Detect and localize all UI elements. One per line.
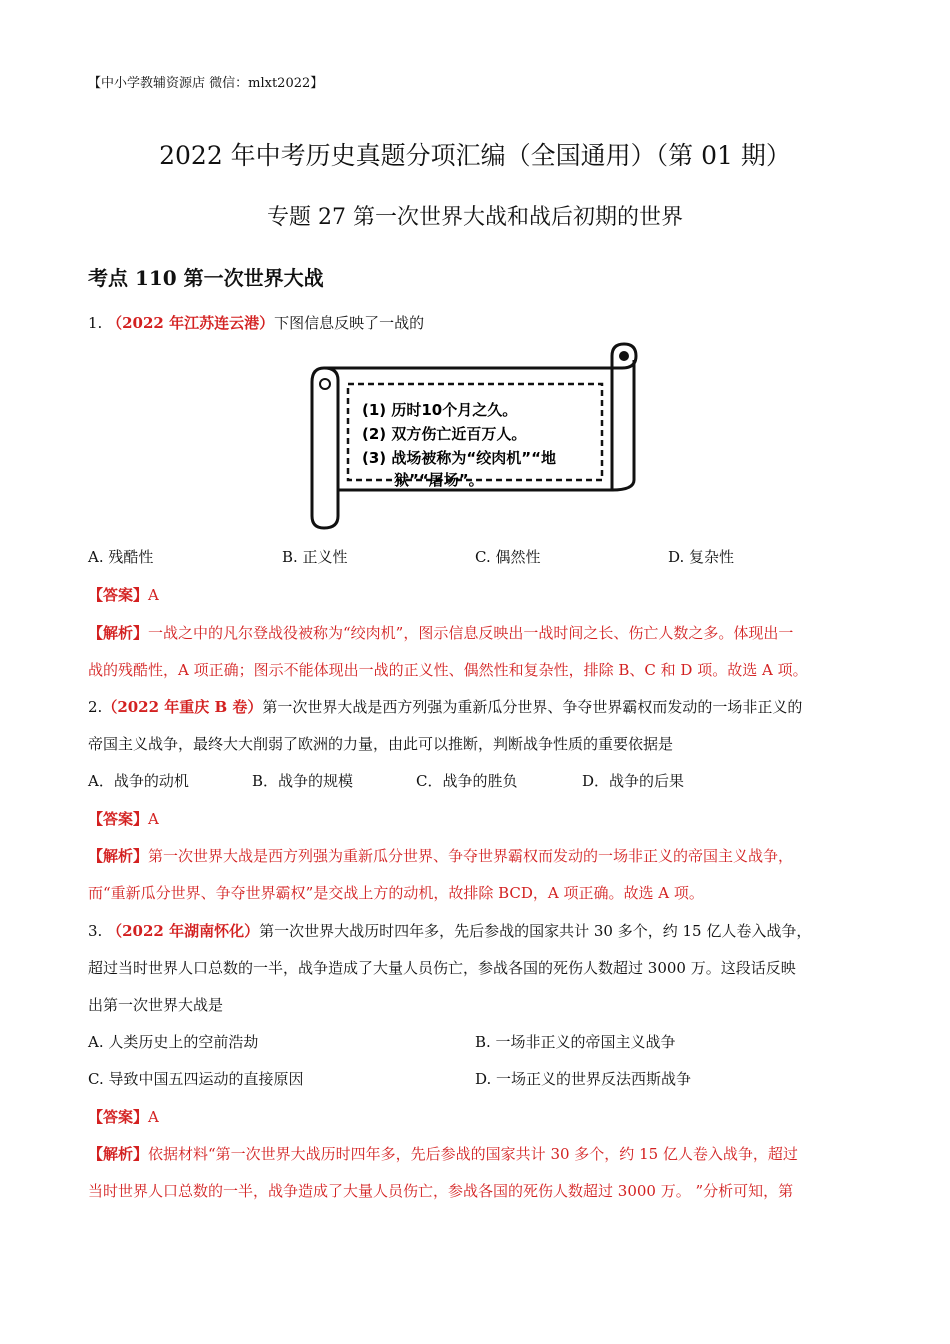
question-3-stem-line-3: 出第一次世界大战是 [88, 996, 224, 1014]
q1-option-b: B. 正义性 [282, 548, 348, 566]
analysis-label: 【解析】 [88, 624, 149, 642]
question-text: 第一次世界大战历时四年多，先后参战的国家共计 30 多个，约 15 亿人卷入战争， [259, 922, 812, 940]
q2-option-c: C．战争的胜负 [416, 772, 518, 790]
question-3-stem-line-2: 超过当时世界人口总数的一半，战争造成了大量人员伤亡，参战各国的死伤人数超过 3000 万。这段话反映 [88, 959, 796, 977]
q2-option-a: A．战争的动机 [88, 772, 189, 790]
question-3-stem-line-1 [88, 920, 811, 941]
q1-option-c: C. 偶然性 [475, 548, 541, 566]
question-text: 第一次世界大战是西方列强为重新瓜分世界、争夺世界霸权而发动的一场非正义的 [262, 698, 803, 716]
answer-value: A [148, 1108, 159, 1126]
q3-option-a: A. 人类历史上的空前浩劫 [88, 1033, 259, 1051]
question-number: 3. [88, 922, 103, 940]
q2-option-b: B．战争的规模 [252, 772, 354, 790]
answer-value: A [148, 586, 159, 604]
answer-label: 【答案】 [88, 1108, 149, 1126]
q2-analysis-line-1 [88, 845, 793, 866]
q2-analysis-line-2: 而“重新瓜分世界、争夺世界霸权”是交战上方的动机，故排除 BCD，A 项正确。故选 A 项。 [88, 884, 704, 902]
question-number: 2. [88, 698, 103, 716]
question-source: （2022 年重庆 B 卷） [102, 698, 263, 716]
q1-option-d: D. 复杂性 [668, 548, 735, 566]
answer-value: A [148, 810, 159, 828]
header-note: 【中小学教辅资源店 微信：mlxt2022】 [88, 76, 324, 91]
q3-option-c: C. 导致中国五四运动的直接原因 [88, 1070, 304, 1088]
q2-option-d: D．战争的后果 [582, 772, 685, 790]
question-number: 1. [88, 314, 103, 332]
q3-analysis-line-1 [88, 1143, 798, 1164]
q1-answer [88, 584, 159, 605]
scroll-line-4: 狱”“屠场”。 [394, 471, 484, 489]
q2-answer [88, 808, 159, 829]
answer-label: 【答案】 [88, 586, 149, 604]
analysis-text: 依据材料“第一次世界大战历时四年多，先后参战的国家共计 30 多个，约 15 亿人卷入战争，超过 [148, 1145, 798, 1163]
analysis-text: 第一次世界大战是西方列强为重新瓜分世界、争夺世界霸权而发动的一场非正义的帝国主义战争， [148, 847, 794, 865]
q3-answer [88, 1106, 159, 1127]
question-2-stem-line-2: 帝国主义战争，最终大大削弱了欧洲的力量，由此可以推断，判断战争性质的重要依据是 [88, 735, 674, 753]
section-heading: 考点 110 第一次世界大战 [88, 266, 324, 290]
q3-analysis-line-2: 当时世界人口总数的一半，战争造成了大量人员伤亡，参战各国的死伤人数超过 3000 万。 ”分析可知，第 [88, 1182, 794, 1200]
q1-analysis-line-2: 战的残酷性，A 项正确；图示不能体现出一战的正义性、偶然性和复杂性，排除 B、C 和 D 项。故选 A 项。 [88, 661, 808, 679]
q1-analysis-line-1 [88, 622, 793, 643]
q3-option-d: D. 一场正义的世界反法西斯战争 [475, 1070, 692, 1088]
question-text: 下图信息反映了一战的 [274, 314, 425, 332]
answer-label: 【答案】 [88, 810, 149, 828]
scroll-line-1: (1) 历时10个月之久。 [362, 401, 518, 419]
analysis-label: 【解析】 [88, 847, 149, 865]
scroll-line-2: (2) 双方伤亡近百万人。 [362, 425, 527, 443]
question-source: （2022 年江苏连云港） [107, 314, 275, 332]
scroll-illustration [304, 340, 650, 532]
question-1-stem [88, 312, 424, 333]
page-subtitle: 专题 27 第一次世界大战和战后初期的世界 [267, 205, 683, 230]
q1-option-a: A. 残酷性 [88, 548, 154, 566]
scroll-line-3: (3) 战场被称为“绞肉机”“地 [362, 449, 556, 467]
question-source: （2022 年湖南怀化） [107, 922, 260, 940]
analysis-label: 【解析】 [88, 1145, 149, 1163]
question-2-stem-line-1 [88, 696, 802, 717]
analysis-text: 一战之中的凡尔登战役被称为“绞肉机”，图示信息反映出一战时间之长、伤亡人数之多。体现出一 [148, 624, 794, 642]
page-title: 2022 年中考历史真题分项汇编（全国通用）（第 01 期） [159, 141, 791, 170]
q3-option-b: B. 一场非正义的帝国主义战争 [475, 1033, 676, 1051]
